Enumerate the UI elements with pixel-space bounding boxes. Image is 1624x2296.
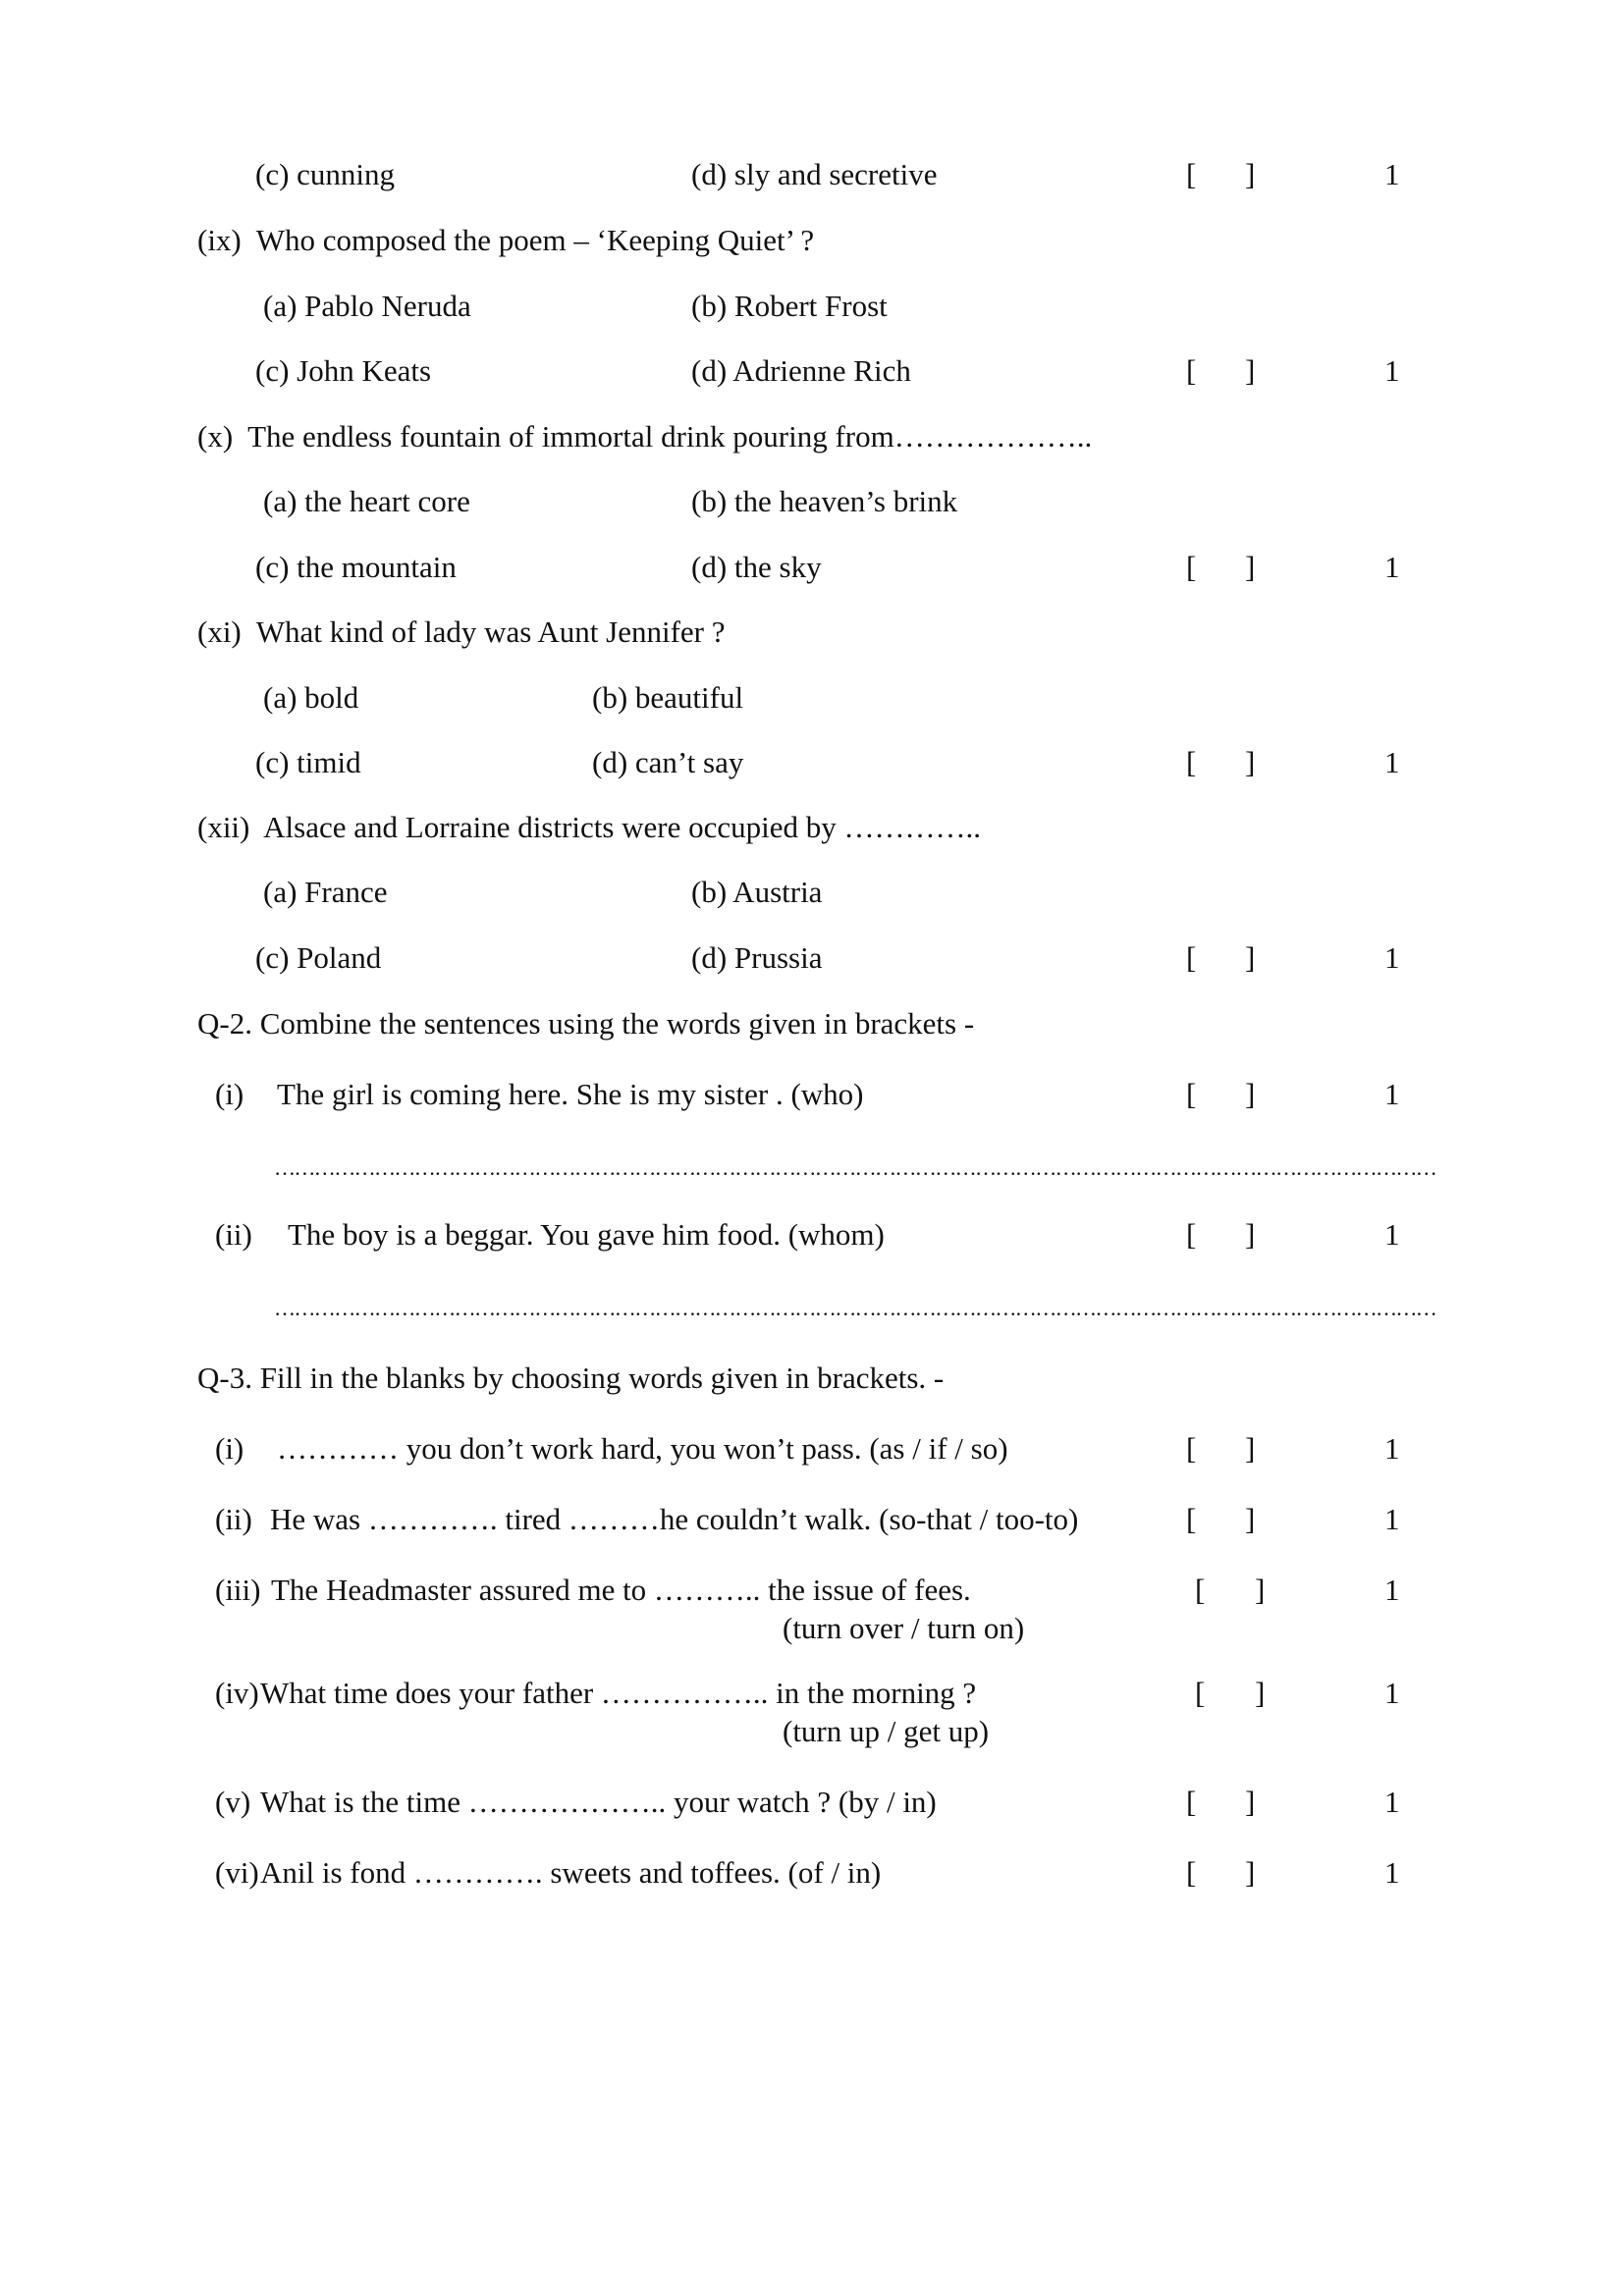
- option-c: (c) timid: [255, 745, 361, 779]
- question-text: Alsace and Lorraine districts were occupied by …………..: [263, 810, 982, 844]
- section-heading-q2: Q-2. Combine the sentences using the words given in brackets -: [197, 1006, 975, 1041]
- answer-bracket-open: [: [1186, 1077, 1197, 1111]
- answer-bracket-close: ]: [1245, 157, 1256, 191]
- answer-bracket-open: [: [1186, 1855, 1197, 1890]
- item-label: (vi): [215, 1855, 259, 1890]
- item-label: (iv): [215, 1676, 259, 1710]
- item-label: (i): [215, 1077, 244, 1111]
- answer-bracket-close: ]: [1245, 1785, 1256, 1819]
- question-xi: [197, 614, 726, 650]
- answer-bracket-open: [: [1186, 1217, 1197, 1252]
- answer-bracket-close: ]: [1245, 353, 1256, 388]
- answer-bracket-close: ]: [1245, 1217, 1256, 1252]
- answer-bracket-open: [: [1195, 1573, 1206, 1607]
- option-a: (a) the heart core: [263, 484, 470, 518]
- item-text: The Headmaster assured me to ……….. the issue of fees.: [271, 1573, 971, 1607]
- option-d: (d) sly and secretive: [691, 157, 938, 191]
- marks: 1: [1384, 1785, 1400, 1819]
- option-b: (b) the heaven’s brink: [691, 484, 958, 518]
- answer-bracket-open: [: [1195, 1676, 1206, 1710]
- question-label: (xii): [197, 810, 250, 844]
- item-text: The girl is coming here. She is my sister . (who): [277, 1077, 864, 1111]
- item-choices: (turn up / get up): [783, 1714, 990, 1748]
- answer-bracket-close: ]: [1245, 1855, 1256, 1890]
- marks: 1: [1384, 1676, 1400, 1710]
- item-label: (v): [215, 1785, 251, 1819]
- question-label: (x): [197, 419, 234, 454]
- marks: 1: [1384, 940, 1400, 975]
- answer-bracket-close: ]: [1245, 940, 1256, 975]
- question-text: The endless fountain of immortal drink pouring from………………..: [247, 419, 1093, 454]
- option-d: (d) Prussia: [691, 940, 823, 975]
- answer-bracket-open: [: [1186, 940, 1197, 975]
- section-heading-q3: Q-3. Fill in the blanks by choosing words given in brackets. -: [197, 1361, 945, 1395]
- marks: 1: [1384, 157, 1400, 191]
- answer-bracket-open: [: [1186, 1502, 1197, 1536]
- marks: 1: [1384, 1573, 1400, 1607]
- marks: 1: [1384, 1502, 1400, 1536]
- marks: 1: [1384, 550, 1400, 584]
- item-label: (ii): [215, 1217, 252, 1252]
- marks: 1: [1384, 1217, 1400, 1252]
- marks: 1: [1384, 353, 1400, 388]
- option-b: (b) Austria: [691, 875, 823, 909]
- answer-bracket-close: ]: [1245, 550, 1256, 584]
- item-text: The boy is a beggar. You gave him food. (whom): [288, 1217, 885, 1252]
- option-c: (c) the mountain: [255, 550, 457, 584]
- answer-bracket-close: ]: [1245, 1502, 1256, 1536]
- question-x: [197, 419, 1092, 454]
- item-text: What is the time ……………….. your watch ? (by / in): [260, 1785, 937, 1819]
- option-d: (d) can’t say: [592, 745, 744, 779]
- answer-bracket-close: ]: [1255, 1573, 1266, 1607]
- option-a: (a) bold: [263, 680, 359, 715]
- answer-line[interactable]: …………………………………………………………………………………………………………………………………………………………: [274, 1296, 1436, 1320]
- answer-bracket-open: [: [1186, 1785, 1197, 1819]
- marks: 1: [1384, 745, 1400, 779]
- question-label: (xi): [197, 614, 242, 649]
- item-label: (iii): [215, 1573, 261, 1607]
- marks: 1: [1384, 1077, 1400, 1111]
- option-d: (d) the sky: [691, 550, 822, 584]
- answer-bracket-close: ]: [1245, 1077, 1256, 1111]
- option-a: (a) Pablo Neruda: [263, 289, 471, 323]
- answer-bracket-close: ]: [1255, 1676, 1266, 1710]
- item-choices: (turn over / turn on): [783, 1611, 1025, 1645]
- question-text: What kind of lady was Aunt Jennifer ?: [255, 614, 726, 649]
- answer-bracket-open: [: [1186, 353, 1197, 388]
- answer-bracket-open: [: [1186, 157, 1197, 191]
- question-text: Who composed the poem – ‘Keeping Quiet’ ?: [255, 223, 815, 257]
- option-c: (c) cunning: [255, 157, 396, 191]
- answer-bracket-close: ]: [1245, 745, 1256, 779]
- answer-bracket-open: [: [1186, 745, 1197, 779]
- option-b: (b) beautiful: [592, 680, 744, 715]
- option-c: (c) John Keats: [255, 353, 432, 388]
- item-text: Anil is fond …………. sweets and toffees. (of / in): [260, 1855, 882, 1890]
- answer-line[interactable]: …………………………………………………………………………………………………………………………………………………………: [274, 1155, 1436, 1180]
- item-text: What time does your father …………….. in the morning ?: [260, 1676, 977, 1710]
- item-label: (ii): [215, 1502, 252, 1536]
- option-d: (d) Adrienne Rich: [691, 353, 911, 388]
- answer-bracket-open: [: [1186, 1431, 1197, 1466]
- question-label: (ix): [197, 223, 242, 257]
- marks: 1: [1384, 1855, 1400, 1890]
- option-b: (b) Robert Frost: [691, 289, 888, 323]
- item-text: He was …………. tired ………he couldn’t walk. (so-that / too-to): [270, 1502, 1079, 1536]
- item-text: ………… you don’t work hard, you won’t pass. (as / if / so): [277, 1431, 1008, 1466]
- question-xii: [197, 810, 981, 845]
- answer-bracket-open: [: [1186, 550, 1197, 584]
- answer-bracket-close: ]: [1245, 1431, 1256, 1466]
- marks: 1: [1384, 1431, 1400, 1466]
- item-label: (i): [215, 1431, 244, 1466]
- option-a: (a) France: [263, 875, 388, 909]
- option-c: (c) Poland: [255, 940, 382, 975]
- question-ix: [197, 223, 814, 258]
